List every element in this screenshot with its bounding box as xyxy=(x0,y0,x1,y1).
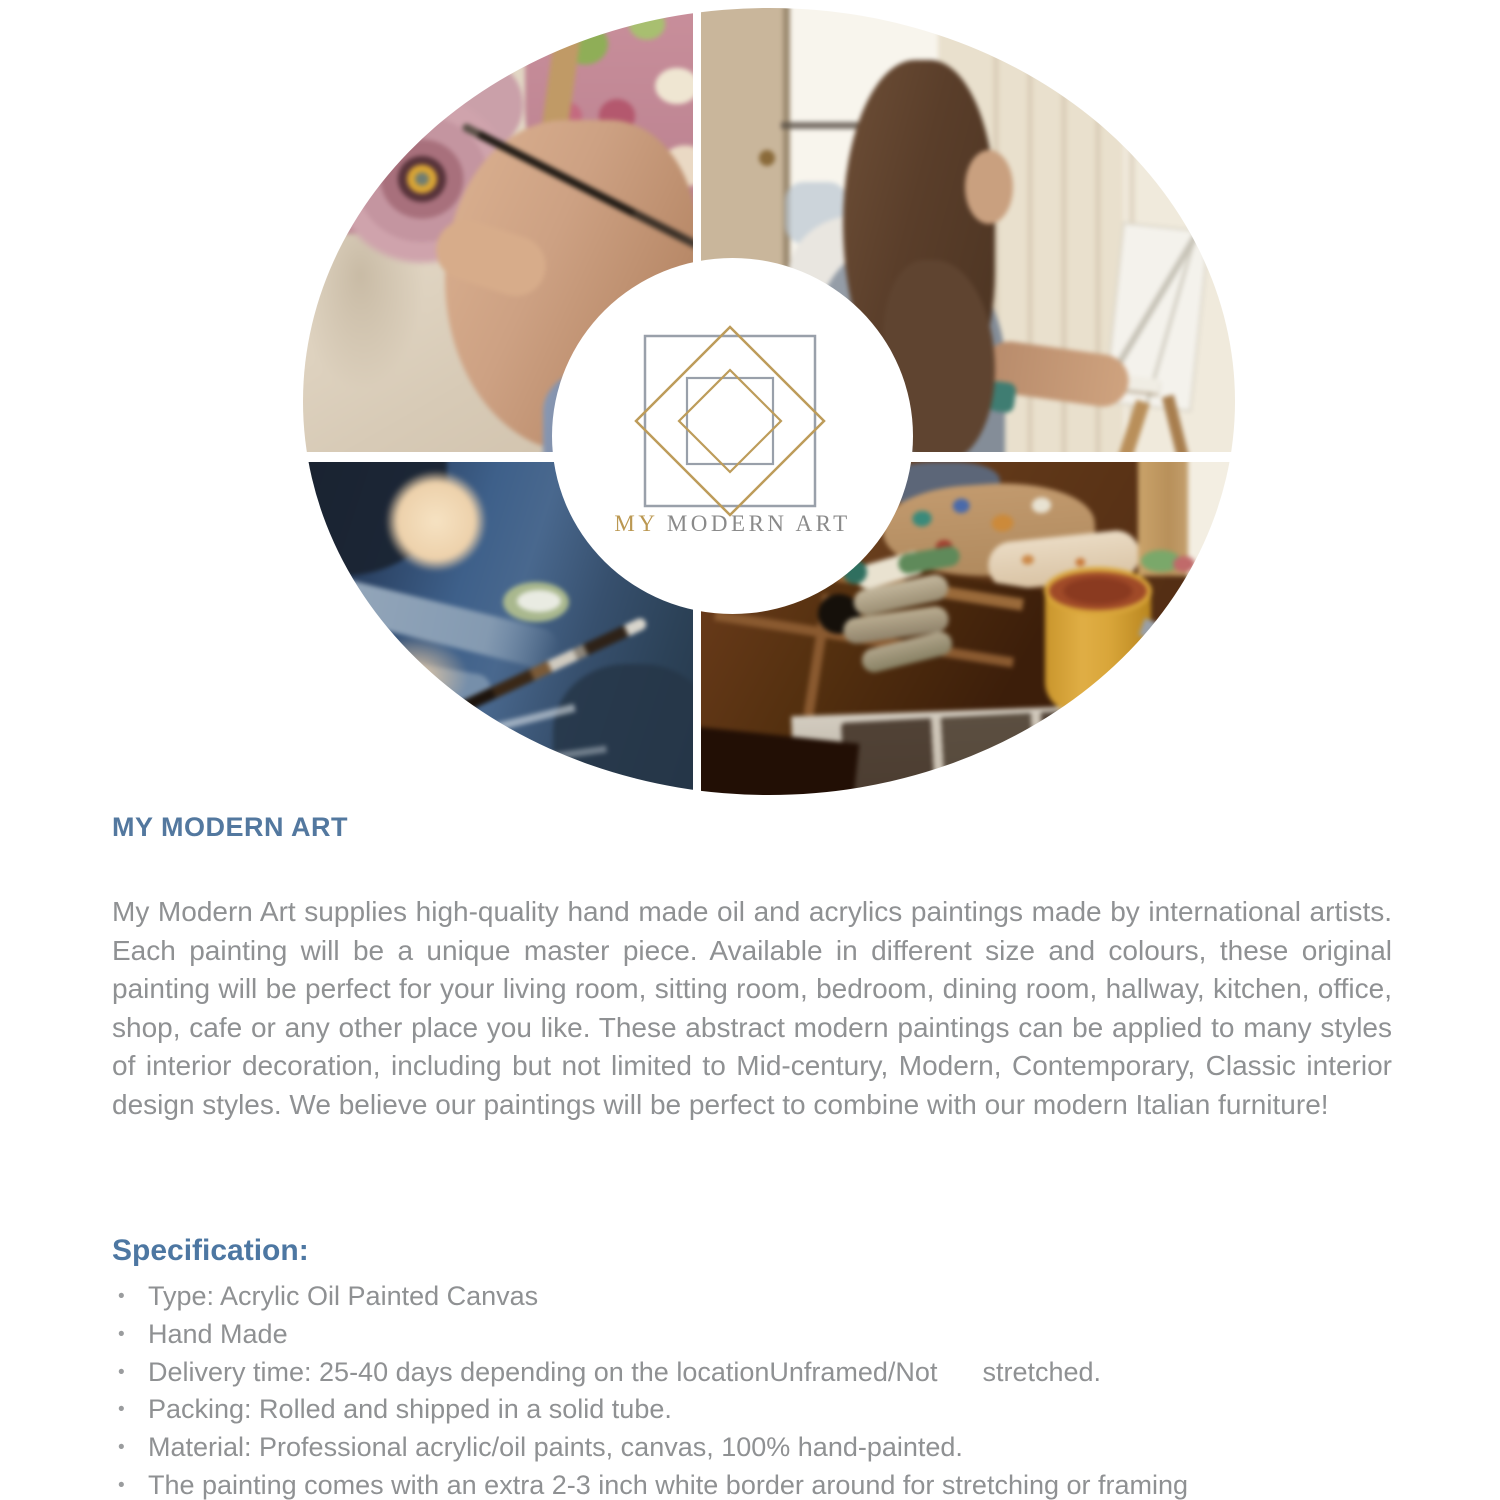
brand-logo-icon xyxy=(630,321,830,521)
bullet-icon: • xyxy=(118,1399,125,1421)
spec-item-text: Type: Acrylic Oil Painted Canvas xyxy=(148,1281,539,1311)
specification-heading: Specification: xyxy=(112,1234,309,1267)
spec-item-text: Packing: Rolled and shipped in a solid tube. xyxy=(148,1394,672,1425)
spec-item xyxy=(112,1429,1412,1467)
spec-item-text: Material: Professional acrylic/oil paints, canvas, 100% hand-painted. xyxy=(148,1432,963,1463)
specification-list xyxy=(112,1278,1412,1500)
brand-logo-circle xyxy=(552,258,913,614)
spec-item xyxy=(112,1467,1412,1500)
spec-item-text: Delivery time: 25-40 days depending on the locationUnframed/Not stretched. xyxy=(148,1356,1102,1387)
brand-collage xyxy=(303,8,1235,795)
paint-shape xyxy=(553,664,693,795)
bullet-icon: • xyxy=(118,1361,125,1383)
bullet-icon: • xyxy=(118,1437,125,1459)
spec-item xyxy=(112,1316,1412,1354)
bullet-icon: • xyxy=(118,1323,125,1345)
spec-item xyxy=(112,1391,1412,1429)
paint-shape xyxy=(517,590,561,612)
paint-shape xyxy=(1173,556,1195,572)
paint-shape xyxy=(965,150,1013,224)
paint-shape xyxy=(1049,572,1147,610)
paint-shape xyxy=(1188,462,1235,686)
brand-word-my: MY xyxy=(614,511,658,536)
spec-item xyxy=(112,1278,1412,1316)
spec-item-text: Hand Made xyxy=(148,1318,288,1349)
brand-logo-text xyxy=(552,511,913,537)
paint-shape xyxy=(385,470,487,572)
page-title: MY MODERN ART xyxy=(112,812,348,842)
bullet-icon: • xyxy=(118,1474,125,1496)
about-paragraph: My Modern Art supplies high-quality hand made oil and acrylics paintings made by international artists. Each painting will be a unique master piece. Available in different size and colours, these original painting will be perfect for your living room, sitting room, bedroom, dining room, hallway, kitchen, office, shop, cafe or any other place you like. These abstract modern paintings can be applied to many styles of interior decoration, including but not limited to Mid-century, Modern, Contemporary, Classic interior design styles. We believe our paintings will be perfect to combine with our modern Italian furniture! xyxy=(112,896,1392,1120)
spec-item xyxy=(112,1354,1412,1392)
spec-item-text: The painting comes with an extra 2-3 inch white border around for stretching or framing xyxy=(148,1469,1189,1500)
paint-shape xyxy=(841,709,1107,795)
bullet-icon: • xyxy=(118,1286,125,1307)
brand-word-modern-art: MODERN ART xyxy=(657,511,851,536)
paint-shape xyxy=(759,150,775,166)
